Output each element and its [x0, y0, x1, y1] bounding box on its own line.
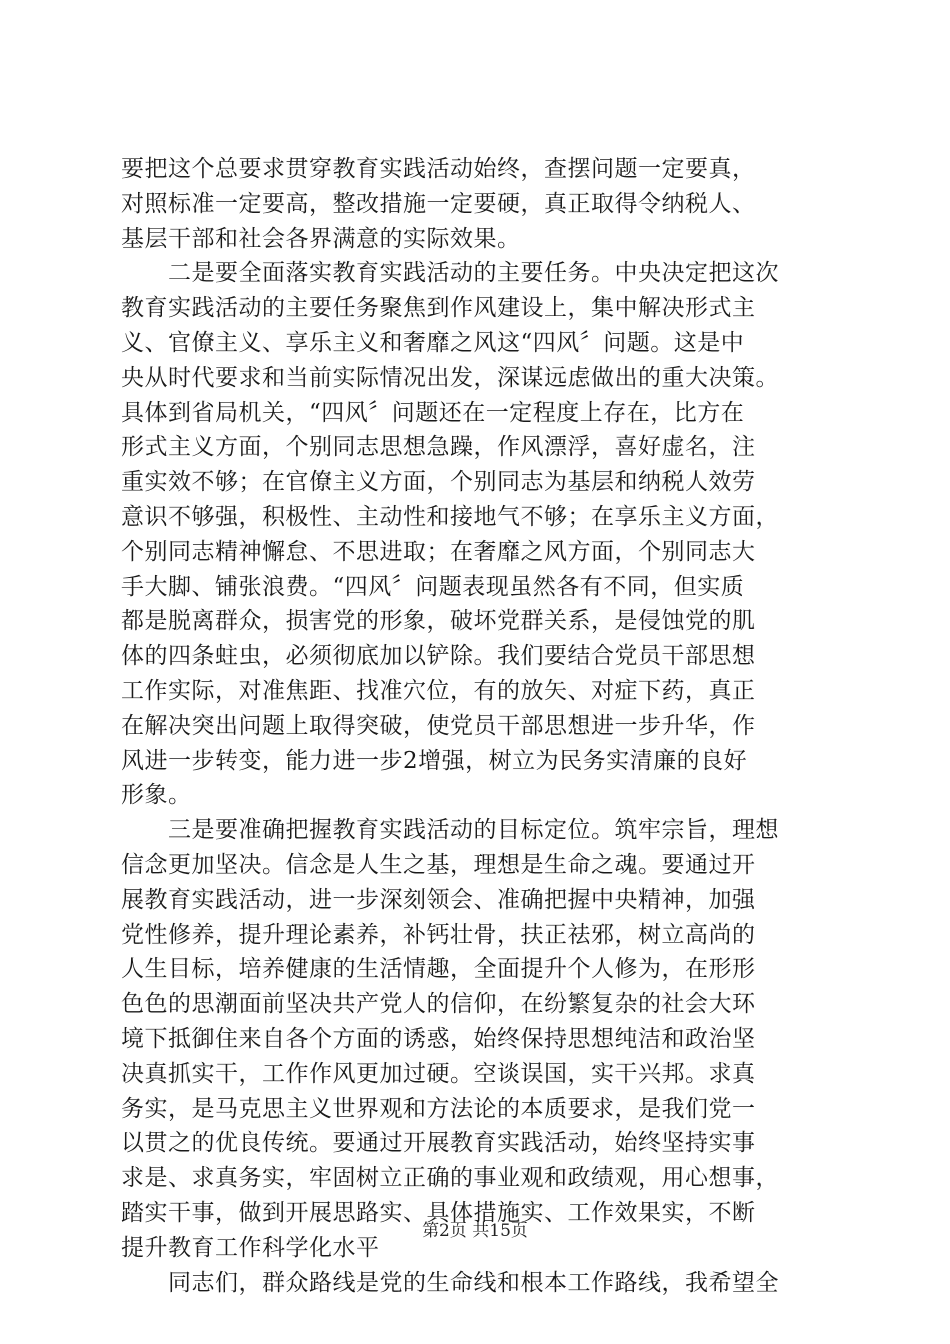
text-line: 展教育实践活动，进一步深刻领会、准确把握中央精神，加强	[121, 886, 756, 913]
text-line: 义、官僚主义、享乐主义和奢靡之风这“四风〞问题。这是中	[121, 329, 745, 356]
text-line: 工作实际，对准焦距、找准穴位，有的放矢、对症下药，真正	[121, 677, 756, 704]
text-line: 色色的思潮面前坚决共产党人的信仰，在纷繁复杂的社会大环	[121, 991, 756, 1018]
text-line: 央从时代要求和当前实际情况出发，深谋远虑做出的重大决策。	[121, 364, 779, 391]
text-line: 提升教育工作科学化水平	[121, 1234, 380, 1261]
text-line: 重实效不够；在官僚主义方面，个别同志为基层和纳税人效劳	[121, 469, 756, 496]
text-line: 党性修养，提升理论素养，补钙壮骨，扶正祛邪，树立高尚的	[121, 921, 756, 948]
text-line: 人生目标，培养健康的生活情趣，全面提升个人修为，在形形	[121, 956, 756, 983]
text-line: 对照标准一定要高，整改措施一定要硬，真正取得令纳税人、	[121, 190, 756, 217]
text-line: 形象。	[121, 782, 192, 809]
text-line: 在解决突出问题上取得突破，使党员干部思想进一步升华，作	[121, 712, 756, 739]
text-line: 教育实践活动的主要任务聚焦到作风建设上，集中解决形式主	[121, 295, 756, 322]
text-line: 形式主义方面，个别同志思想急躁，作风漂浮，喜好虚名，注	[121, 434, 756, 461]
text-line: 境下抵御住来自各个方面的诱惑，始终保持思想纯洁和政治坚	[121, 1025, 756, 1052]
text-line: 要把这个总要求贯穿教育实践活动始终，查摆问题一定要真，	[121, 156, 756, 182]
text-line: 信念更加坚决。信念是人生之基，理想是生命之魂。要通过开	[121, 851, 756, 878]
paragraph-start-line: 二是要全面落实教育实践活动的主要任务。中央决定把这次	[168, 260, 779, 287]
page-number-label: 第2页 共15页	[422, 1221, 528, 1241]
text-line: 以贯之的优良传统。要通过开展教育实践活动，始终坚持实事	[121, 1130, 756, 1157]
text-line: 踏实干事，做到开展思路实、具体措施实、工作效果实，不断	[121, 1199, 756, 1226]
text-line: 务实，是马克思主义世界观和方法论的本质要求，是我们党一	[121, 1095, 756, 1122]
text-line: 意识不够强，积极性、主动性和接地气不够；在享乐主义方面，	[121, 503, 779, 530]
paragraph-start-line: 同志们，群众路线是党的生命线和根本工作路线，我希望全	[168, 1269, 779, 1296]
text-line: 决真抓实干，工作作风更加过硬。空谈误国，实干兴邦。求真	[121, 1060, 756, 1087]
text-line: 具体到省局机关，“四风〞问题还在一定程度上存在，比方在	[121, 399, 745, 426]
text-line: 基层干部和社会各界满意的实际效果。	[121, 225, 521, 252]
text-line: 个别同志精神懈怠、不思进取；在奢靡之风方面，个别同志大	[121, 538, 756, 565]
text-line: 手大脚、铺张浪费。“四风〞问题表现虽然各有不同，但实质	[121, 573, 745, 600]
page-footer	[0, 1216, 950, 1241]
document-body	[121, 152, 836, 1300]
text-line: 求是、求真务实，牢固树立正确的事业观和政绩观，用心想事，	[121, 1165, 779, 1192]
text-line: 风进一步转变，能力进一步2增强，树立为民务实清廉的良好	[121, 747, 748, 774]
text-line: 都是脱离群众，损害党的形象，破坏党群关系，是侵蚀党的肌	[121, 608, 756, 635]
text-line: 体的四条蛀虫，必须彻底加以铲除。我们要结合党员干部思想	[121, 643, 756, 670]
paragraph-start-line: 三是要准确把握教育实践活动的目标定位。筑牢宗旨，理想	[168, 817, 779, 844]
